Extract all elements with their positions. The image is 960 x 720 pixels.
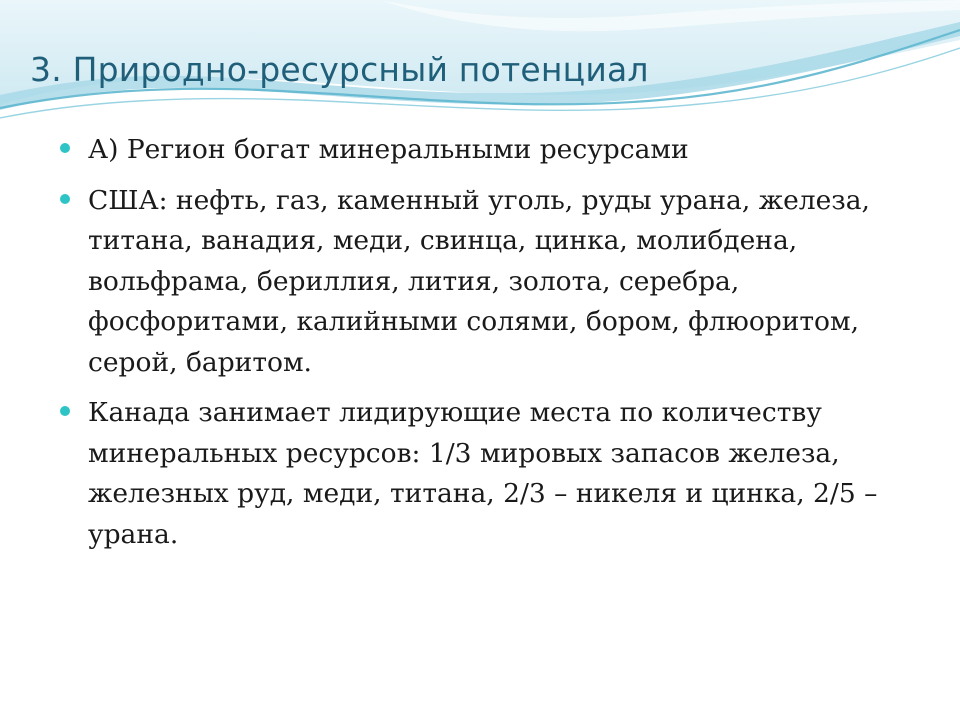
slide-title: 3. Природно-ресурсный потенциал [30, 50, 649, 89]
bullet-item [60, 393, 920, 555]
bullet-dot-icon [60, 143, 70, 153]
bullet-dot-icon [60, 194, 70, 204]
bullet-text: А) Регион богат минеральными ресурсами [88, 134, 689, 165]
bullet-item [60, 181, 920, 384]
bullet-dot-icon [60, 406, 70, 416]
bullet-text: Канада занимает лидирующие места по количеству минеральных ресурсов: 1/3 мировых запасов железа, железных руд, меди, титана, 2/3 – никеля и цинка, 2/5 – урана. [88, 397, 878, 550]
bullet-item [60, 130, 920, 171]
bullet-list [60, 130, 920, 565]
bullet-text: США: нефть, газ, каменный уголь, руды урана, железа, титана, ванадия, меди, свинца, цинка, молибдена, вольфрама, бериллия, лития, золота, серебра, фосфоритами, калийными солями, бором, флюоритом, серой, баритом. [88, 184, 870, 378]
